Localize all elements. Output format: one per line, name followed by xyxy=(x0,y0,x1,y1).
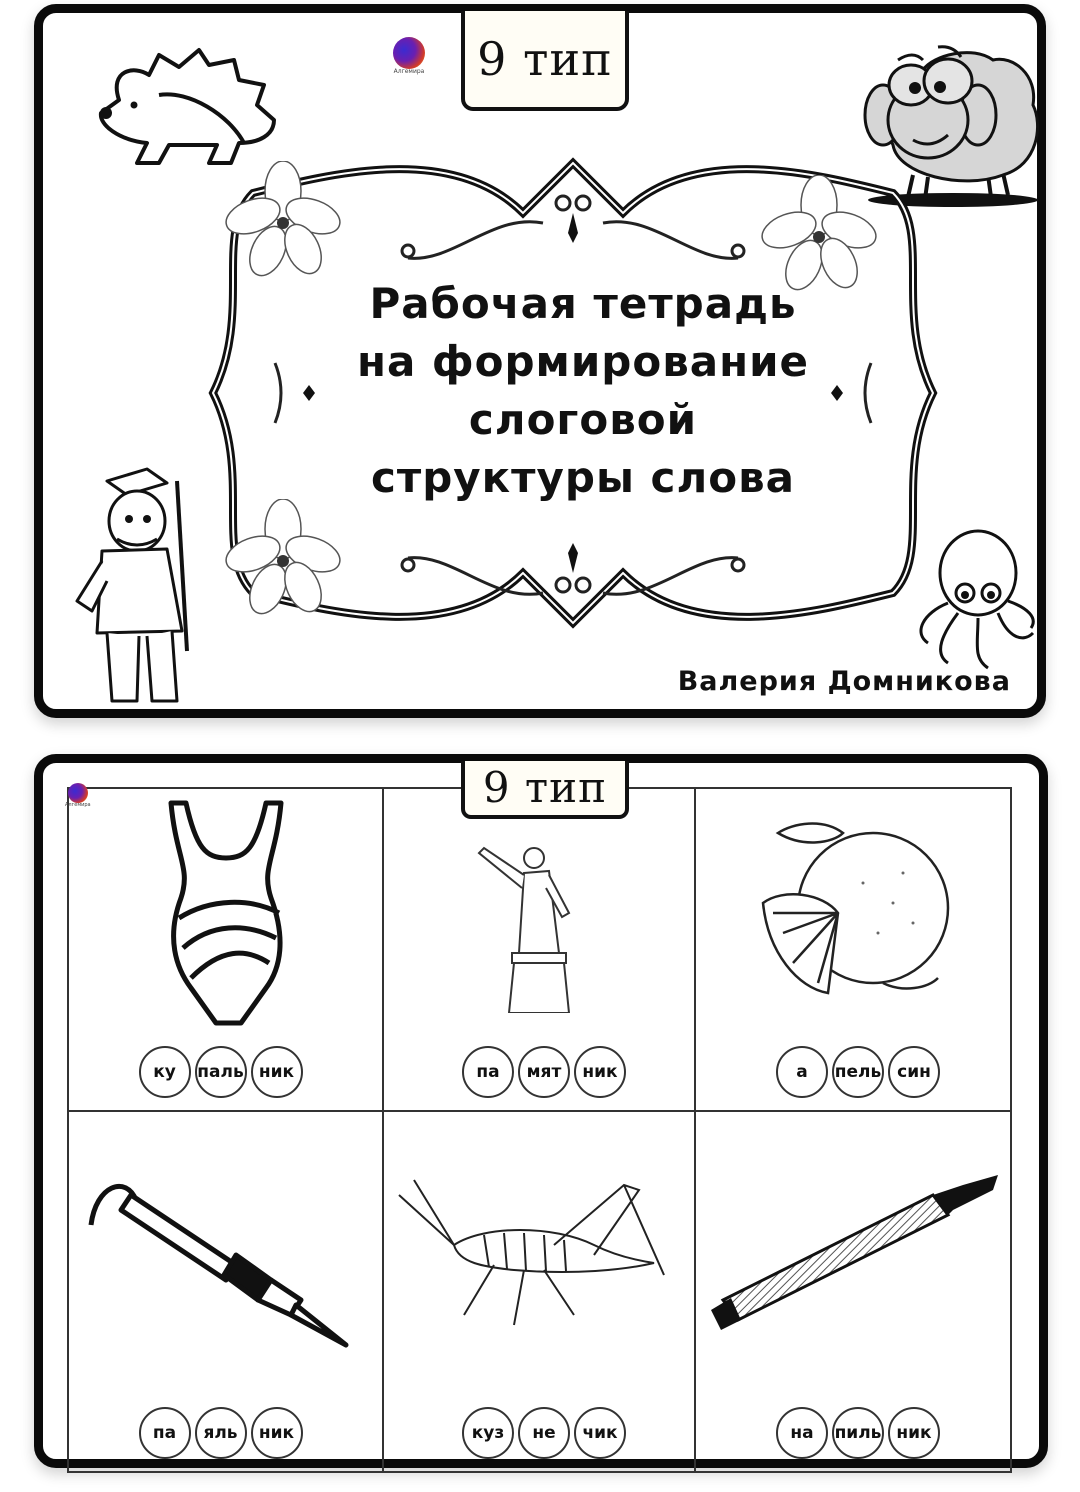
syllable-circle: ник xyxy=(251,1407,303,1459)
syllable-circle: а xyxy=(776,1046,828,1098)
syllable-circle: куз xyxy=(462,1407,514,1459)
syllable-row xyxy=(59,1407,382,1459)
syllable-circle: паль xyxy=(195,1046,247,1098)
soldering-iron-icon xyxy=(86,1155,366,1355)
syllable-circle: яль xyxy=(195,1407,247,1459)
syllable-row xyxy=(706,1407,1010,1459)
grasshopper-icon xyxy=(394,1175,684,1335)
syllable-circle: син xyxy=(888,1046,940,1098)
syllable-card-grid xyxy=(67,787,1012,1473)
flower-icon xyxy=(223,161,343,281)
syllable-circle: ник xyxy=(888,1407,940,1459)
publisher-logo xyxy=(65,783,91,809)
monument-icon xyxy=(474,813,604,1013)
title-line: Рабочая тетрадь xyxy=(369,279,797,328)
syllable-row xyxy=(394,1046,694,1098)
logo-text: Алгемира xyxy=(393,68,425,75)
orange-icon xyxy=(753,813,953,1013)
picture-card xyxy=(69,1112,384,1471)
logo-text: Алгемира xyxy=(65,802,91,808)
octopus-icon xyxy=(903,523,1043,673)
type-tag: 9 тип xyxy=(461,11,629,111)
worksheet-page xyxy=(34,754,1048,1468)
syllable-circle: ник xyxy=(574,1046,626,1098)
syllable-circle: па xyxy=(139,1407,191,1459)
type-tag: 9 тип xyxy=(461,761,629,819)
syllable-circle: па xyxy=(462,1046,514,1098)
syllable-circle: ку xyxy=(139,1046,191,1098)
hedgehog-icon xyxy=(59,25,279,165)
syllable-circle: на xyxy=(776,1407,828,1459)
logo-icon xyxy=(393,37,425,69)
syllable-circle: не xyxy=(518,1407,570,1459)
cover-page xyxy=(34,4,1046,718)
syllable-circle: пиль xyxy=(832,1407,884,1459)
syllable-row xyxy=(706,1046,1010,1098)
author-name: Валерия Домникова xyxy=(677,666,1011,697)
syllable-circle: пель xyxy=(832,1046,884,1098)
nail-file-icon xyxy=(703,1170,1003,1340)
syllable-circle: чик xyxy=(574,1407,626,1459)
publisher-logo xyxy=(393,37,425,76)
swimsuit-icon xyxy=(151,798,301,1028)
syllable-circle: ник xyxy=(251,1046,303,1098)
picture-card xyxy=(696,1112,1010,1471)
picture-card xyxy=(384,789,696,1112)
title-line: структуры слова xyxy=(370,453,795,502)
title-line: слоговой xyxy=(468,395,698,444)
picture-card xyxy=(696,789,1010,1112)
flower-icon xyxy=(223,499,343,619)
syllable-row xyxy=(59,1046,382,1098)
syllable-row xyxy=(394,1407,694,1459)
workbook-title xyxy=(273,275,893,507)
title-line: на формирование xyxy=(356,337,810,386)
logo-icon xyxy=(68,783,88,803)
syllable-circle: мят xyxy=(518,1046,570,1098)
picture-card xyxy=(69,789,384,1112)
sailor-icon xyxy=(57,461,207,721)
picture-card xyxy=(384,1112,696,1471)
